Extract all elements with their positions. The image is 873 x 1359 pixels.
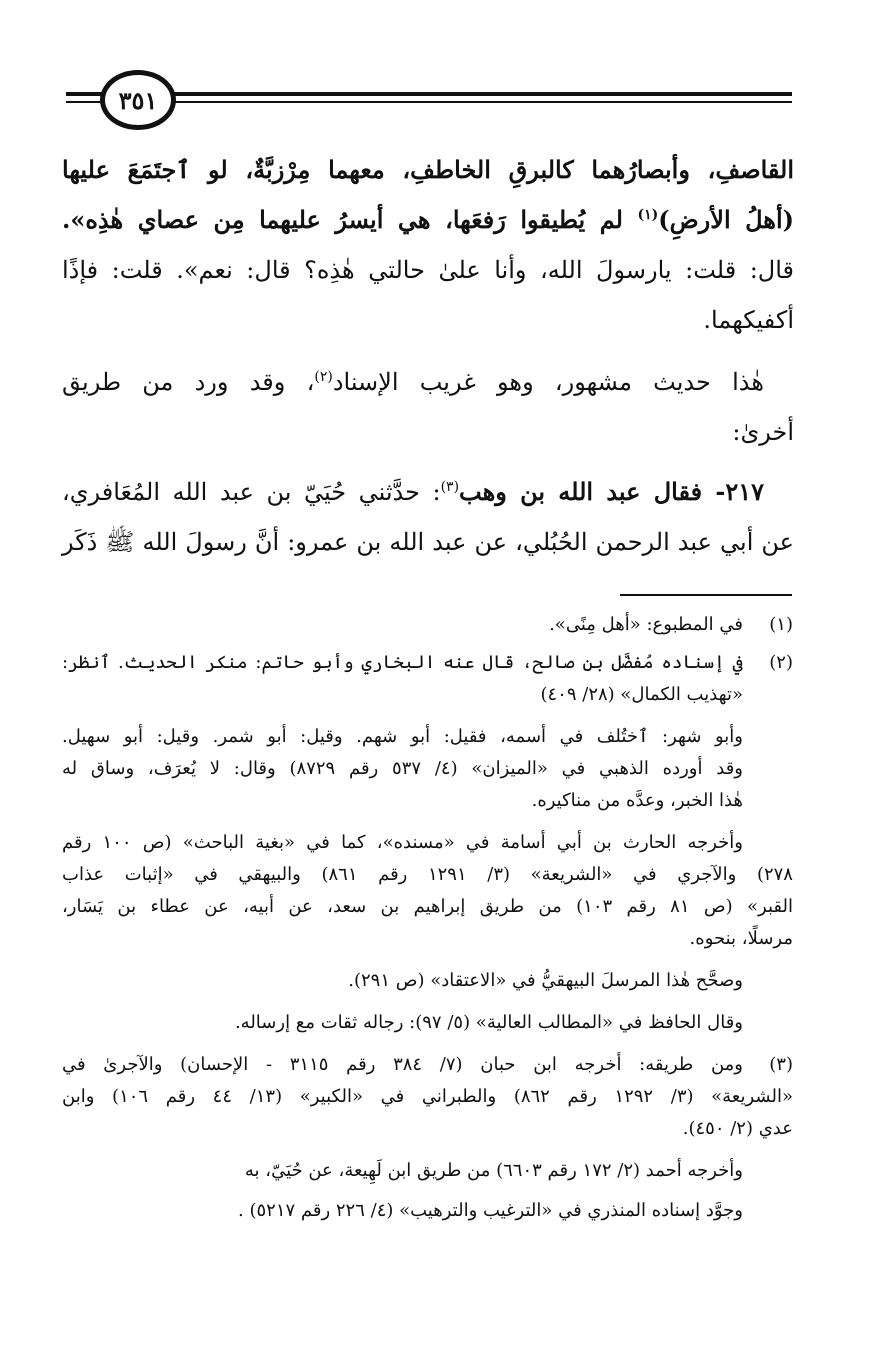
hadith-number: ٢١٧- فقال عبد الله بن وهب: [459, 477, 764, 506]
footnote-separator: [620, 594, 792, 596]
footnote-number-1: (١): [769, 614, 793, 635]
footnote-ref-3: (٣): [440, 479, 460, 495]
footnote-number-3: (٣): [769, 1054, 793, 1075]
footnote-2-line: وأخرجه الحارث بن أبي أسامة في «مسنده»، كما في «بغية الباحث» (ص ١٠٠ رقم: [62, 832, 743, 853]
footnote-3-line: وأخرجه أحمد (٢/ ١٧٢ رقم ٦٦٠٣) من طريق ابن لَهِيعة، عن حُيَيّ، به: [244, 1160, 743, 1181]
footnote-3-line: وجوَّد إسناده المنذري في «الترغيب والترهيب» (٤/ ٢٢٦ رقم ٥٢١٧) .: [238, 1200, 743, 1221]
main-text: [62, 150, 794, 570]
page-number: ٣٥١: [118, 85, 158, 115]
footnote-3-line: ومن طريقه: أخرجه ابن حبان (٧/ ٣٨٤ رقم ٣١١٥ - الإحسان) والآجرىٰ في: [62, 1054, 743, 1075]
footnote-2-line: هٰذا الخبر، وعدَّه من مناكيره.: [531, 790, 743, 811]
main-line-7: ٢١٧- فقال عبد الله بن وهب$^{(٣)}$: حدَّثني حُيَيّ بن عبد الله المُعَافري،: [62, 477, 764, 506]
footnote-2-line: في إسناده مُفضَّل بن صالح، قال عنه البخاري وأبو حاتم: منكر الحديث. ٱنظر:: [62, 652, 743, 673]
footnote-ref-1: (١): [637, 207, 659, 223]
page-number-badge: [100, 70, 176, 130]
footnote-ref-2: (٢): [314, 369, 333, 385]
footnote-2-line: القبر» (ص ٨١ رقم ١٠٣) من طريق إبراهيم بن سعد، عن أبيه، عن عطاء بن يَسَار،: [62, 896, 793, 917]
footnote-3-line: «الشريعة» (٣/ ١٢٩٢ رقم ٨٦٢) والطبراني في «الكبير» (١٣/ ٤٤ رقم ١٠٦) وابن: [62, 1086, 793, 1107]
footnote-3-line: عدي (٢/ ٤٥٠).: [682, 1118, 793, 1139]
main-line-5: هٰذا حديث مشهور، وهو غريب الإسناد$^{(٢)}$، وقد ورد من طريق: [62, 368, 764, 396]
footnote-2-line: وقد أورده الذهبي في «الميزان» (٤/ ٥٣٧ رقم ٨٧٢٩) وقال: لا يُعرَف، وساق له: [62, 758, 743, 779]
main-line-3: قال: قلت: يارسولَ الله، وأنا علىٰ حالتي هٰذِه؟ قال: نعم». قلت: فإذًا: [62, 256, 794, 284]
footnote-2-line: مرسلًا، بنحوه.: [689, 928, 793, 949]
footnote-2-line: ٢٧٨) والآجري في «الشريعة» (٣/ ١٢٩١ رقم ٨٦١) والبيهقي في «إثبات عذاب: [62, 864, 793, 885]
main-line-6: أخرىٰ:: [732, 418, 794, 446]
footnote-2-line: وقال الحافظ في «المطالب العالية» (٥/ ٩٧): رجاله ثقات مع إرساله.: [234, 1012, 743, 1033]
main-line-8: عن أبي عبد الرحمن الحُبُلي، عن عبد الله بن عمرو: أنَّ رسولَ الله ﷺ ذَكَر: [62, 528, 794, 556]
footnote-2-line: «تهذيب الكمال» (٢٨/ ٤٠٩): [540, 684, 743, 705]
main-line-1: القاصفِ، وأبصارُهما كالبرقِ الخاطفِ، معهما مِرْزبَّةٌ، لو ٱجتَمَعَ عليها: [62, 155, 794, 184]
main-line-4: أكفيكهما.: [703, 306, 794, 334]
footnote-number-2: (٢): [769, 652, 793, 673]
footnote-1-line: في المطبوع: «أهل مِنًى».: [549, 614, 743, 635]
footnote-2-line: وصحَّح هٰذا المرسلَ البيهقيُّ في «الاعتقاد» (ص ٢٩١).: [348, 970, 743, 991]
main-line-2: (أهلُ الأرضِ)$^{(١)}$ لم يُطيقوا رَفعَها، هي أيسرُ عليهما مِن عصاي هٰذِه».: [62, 205, 794, 234]
footnote-2-line: وأبو شهر: ٱختُلف في أسمه، فقيل: أبو شهم. وقيل: أبو شمر. وقيل: أبو سهيل.: [62, 726, 743, 747]
